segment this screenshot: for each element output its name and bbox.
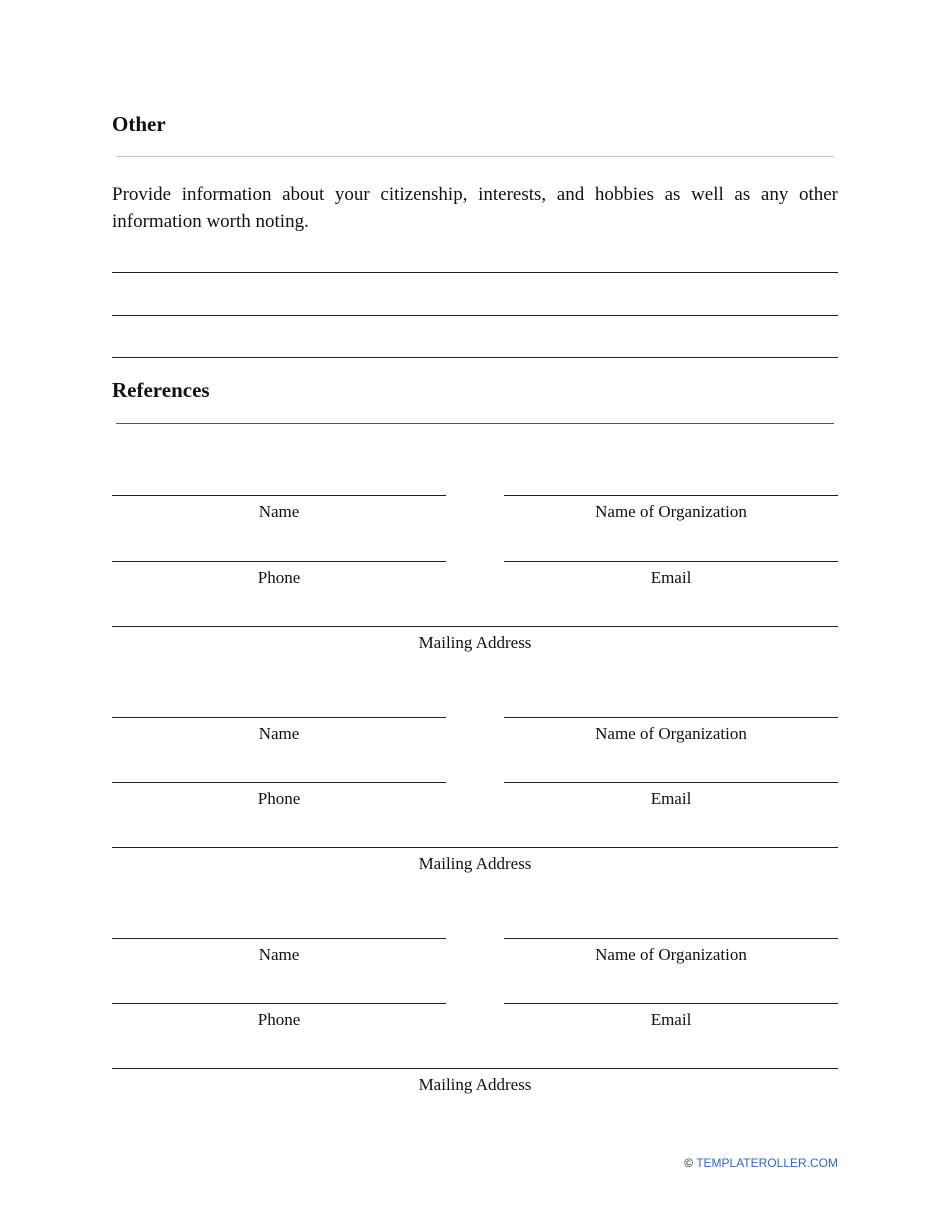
write-line[interactable] bbox=[112, 561, 446, 562]
write-line[interactable] bbox=[504, 782, 838, 783]
field-label: Name bbox=[258, 945, 300, 964]
other-write-line[interactable] bbox=[112, 357, 838, 358]
field-label: Name bbox=[258, 724, 300, 743]
references-divider bbox=[116, 423, 834, 424]
write-line[interactable] bbox=[112, 1003, 446, 1004]
other-heading: Other bbox=[112, 112, 166, 136]
write-line[interactable] bbox=[504, 1003, 838, 1004]
field-label: Phone bbox=[257, 568, 301, 587]
field-label: Name of Organization bbox=[595, 945, 747, 964]
write-line[interactable] bbox=[112, 717, 446, 718]
field-label: Mailing Address bbox=[418, 1075, 532, 1094]
footer-brand-link[interactable]: TEMPLATEROLLER.COM bbox=[696, 1156, 838, 1170]
references-heading: References bbox=[112, 378, 210, 402]
write-line[interactable] bbox=[112, 1068, 838, 1069]
write-line[interactable] bbox=[112, 626, 838, 627]
write-line[interactable] bbox=[112, 782, 446, 783]
footer-copyright bbox=[684, 1156, 838, 1170]
other-write-line[interactable] bbox=[112, 272, 838, 273]
field-label: Email bbox=[650, 1010, 692, 1029]
write-line[interactable] bbox=[112, 847, 838, 848]
other-write-line[interactable] bbox=[112, 315, 838, 316]
write-line[interactable] bbox=[112, 938, 446, 939]
other-instructions: Provide information about your citizenship, interests, and hobbies as well as any other information worth noting. bbox=[112, 184, 838, 232]
field-label: Name of Organization bbox=[595, 724, 747, 743]
field-label: Email bbox=[650, 789, 692, 808]
field-label: Mailing Address bbox=[418, 854, 532, 873]
field-label: Mailing Address bbox=[418, 633, 532, 652]
field-label: Email bbox=[650, 568, 692, 587]
write-line[interactable] bbox=[504, 938, 838, 939]
other-divider bbox=[116, 156, 834, 157]
write-line[interactable] bbox=[504, 717, 838, 718]
write-line[interactable] bbox=[112, 495, 446, 496]
field-label: Phone bbox=[257, 789, 301, 808]
write-line[interactable] bbox=[504, 495, 838, 496]
copyright-icon: © bbox=[684, 1156, 694, 1170]
field-label: Name bbox=[258, 502, 300, 521]
write-line[interactable] bbox=[504, 561, 838, 562]
field-label: Name of Organization bbox=[595, 502, 747, 521]
field-label: Phone bbox=[257, 1010, 301, 1029]
